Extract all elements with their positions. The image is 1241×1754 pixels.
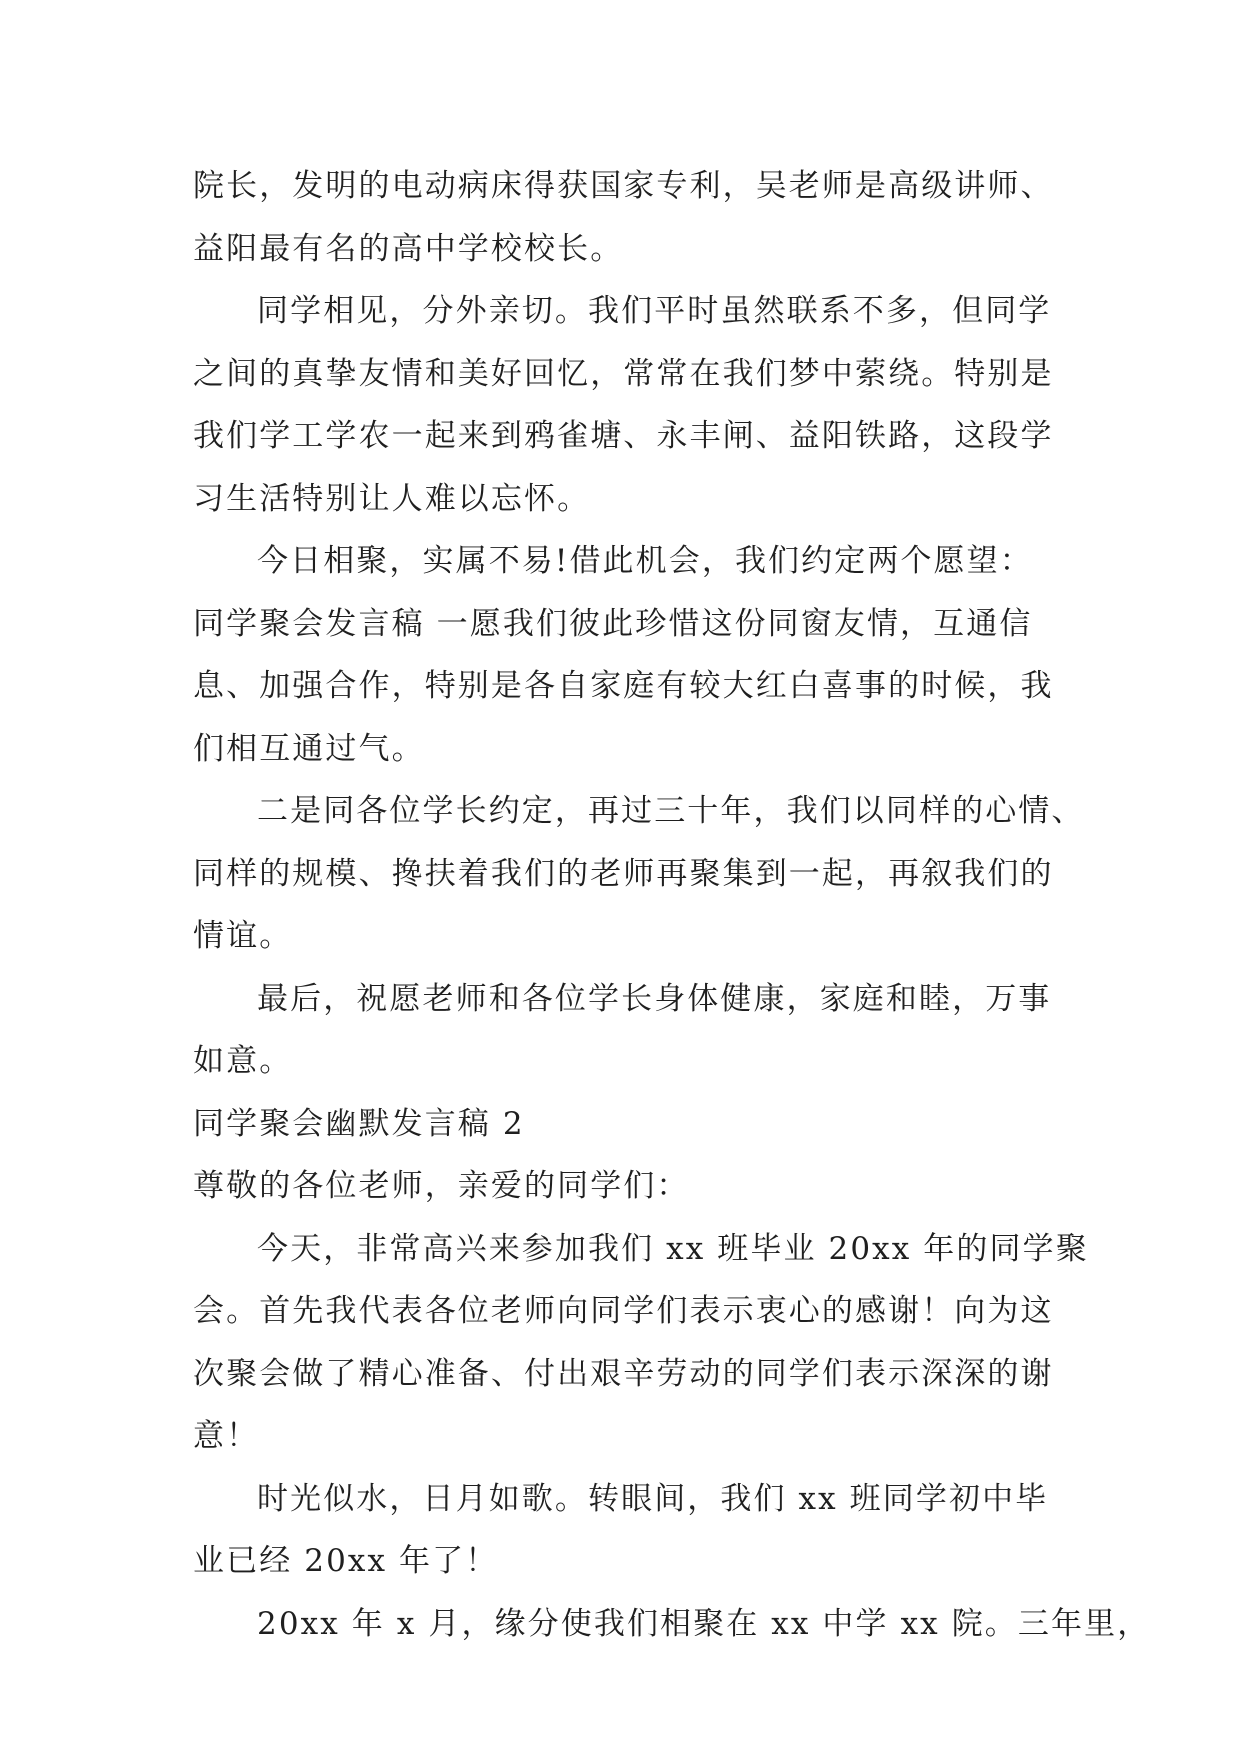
text-line: 们相互通过气。 [193,730,425,767]
text-line: 时光似水，日月如歌。转眼间，我们 xx 班同学初中毕 [257,1480,1049,1517]
text-line: 同学相见，分外亲切。我们平时虽然联系不多，但同学 [257,293,1052,329]
document-body [193,155,1151,1655]
text-line: 情谊。 [193,918,293,954]
text-line: 院长，发明的电动病床得获国家专利，吴老师是高级讲师、 [193,168,1054,204]
text-line: 20xx 年 x 月，缘分使我们相聚在 xx 中学 xx 院。三年里， [257,1605,1151,1642]
text-line: 息、加强合作，特别是各自家庭有较大红白喜事的时候，我 [193,668,1054,704]
text-line: 次聚会做了精心准备、付出艰辛劳动的同学们表示深深的谢 [193,1355,1054,1392]
text-line: 今日相聚，实属不易!借此机会，我们约定两个愿望： [257,543,1033,579]
text-line: 意！ [193,1418,260,1454]
text-line: 二是同各位学长约定，再过三十年，我们以同样的心情、 [257,793,1085,829]
text-line: 习生活特别让人难以忘怀。 [193,480,591,517]
text-line: 最后，祝愿老师和各位学长身体健康，家庭和睦，万事 [257,980,1052,1017]
text-line: 同学聚会幽默发言稿 2 [193,1105,525,1142]
text-line: 之间的真挚友情和美好回忆，常常在我们梦中萦绕。特别是 [193,355,1054,392]
text-line: 如意。 [193,1043,293,1079]
text-line: 同样的规模、搀扶着我们的老师再聚集到一起，再叙我们的 [193,855,1054,892]
text-line: 业已经 20xx 年了！ [193,1543,499,1579]
text-line: 今天，非常高兴来参加我们 xx 班毕业 20xx 年的同学聚 [257,1230,1089,1267]
text-line: 益阳最有名的高中学校校长。 [193,230,624,267]
text-line: 同学聚会发言稿 一愿我们彼此珍惜这份同窗友情，互通信 [193,605,1033,642]
text-line: 会。首先我代表各位老师向同学们表示衷心的感谢！向为这 [193,1293,1054,1329]
text-line: 我们学工学农一起来到鸦雀塘、永丰闸、益阳铁路，这段学 [193,418,1054,454]
text-line: 尊敬的各位老师，亲爱的同学们： [193,1168,690,1204]
